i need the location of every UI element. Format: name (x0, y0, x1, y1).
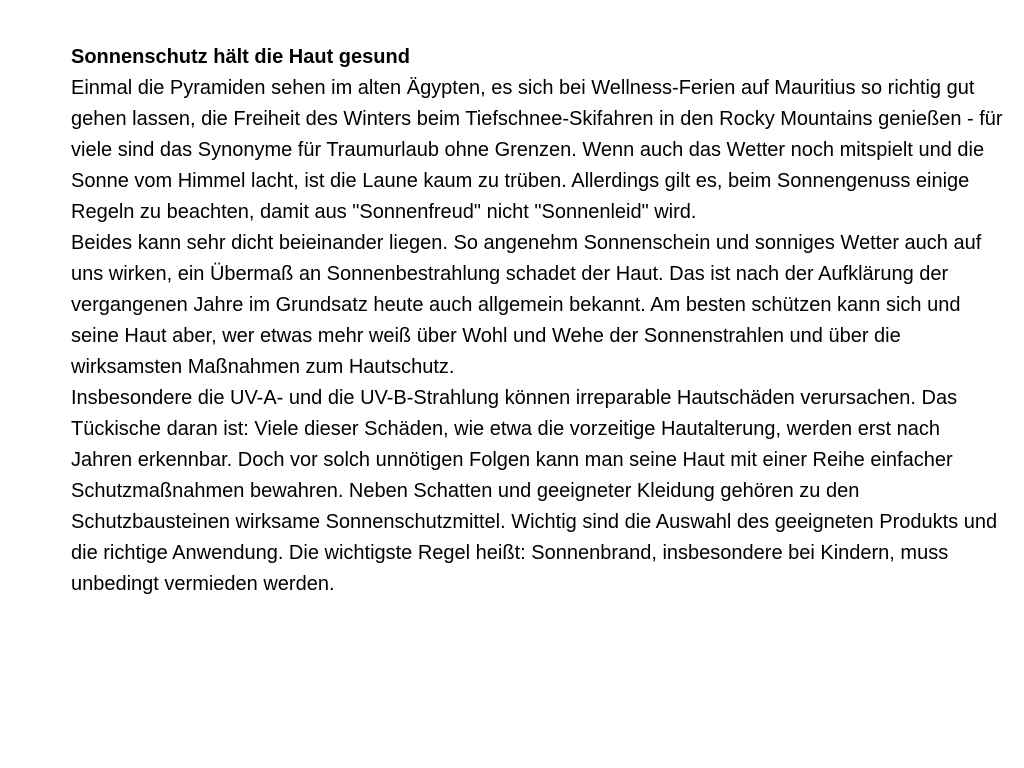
paragraph-sun-exposure: Beides kann sehr dicht beieinander liegen. So angenehm Sonnenschein und sonniges Wetter auch auf uns wirken, ein Übermaß an Sonnenbestrahlung schadet der Haut. Das ist nach der Aufklärung der vergangenen Jahre im Grundsatz heute auch allgemein bekannt. Am besten schützen kann sich und seine Haut aber, wer etwas mehr weiß über Wohl und Wehe der Sonnenstrahlen und über die wirksamsten Maßnahmen zum Hautschutz. (71, 232, 982, 378)
document-text-block (71, 42, 1006, 600)
paragraph-intro: Einmal die Pyramiden sehen im alten Ägypten, es sich bei Wellness-Ferien auf Mauritius so richtig gut gehen lassen, die Freiheit des Winters beim Tiefschnee-Skifahren in den Rocky Mountains genießen - für viele sind das Synonyme für Traumurlaub ohne Grenzen. Wenn auch das Wetter noch mitspielt und die Sonne vom Himmel lacht, ist die Laune kaum zu trüben. Allerdings gilt es, beim Sonnengenuss einige Regeln zu beachten, damit aus "Sonnenfreud" nicht "Sonnenleid" wird. (71, 77, 1003, 223)
paragraph-uv-protection: Insbesondere die UV-A- und die UV-B-Strahlung können irreparable Hautschäden verursachen. Das Tückische daran ist: Viele dieser Schäden, wie etwa die vorzeitige Hautalterung, werden erst nach Jahren erkennbar. Doch vor solch unnötigen Folgen kann man seine Haut mit einer Reihe einfacher Schutzmaßnahmen bewahren. Neben Schatten und geeigneter Kleidung gehören zu den Schutzbausteinen wirksame Sonnenschutzmittel. Wichtig sind die Auswahl des geeigneten Produkts und die richtige Anwendung. Die wichtigste Regel heißt: Sonnenbrand, insbesondere bei Kindern, muss unbedingt vermieden werden. (71, 387, 998, 595)
document-title: Sonnenschutz hält die Haut gesund (71, 46, 410, 68)
